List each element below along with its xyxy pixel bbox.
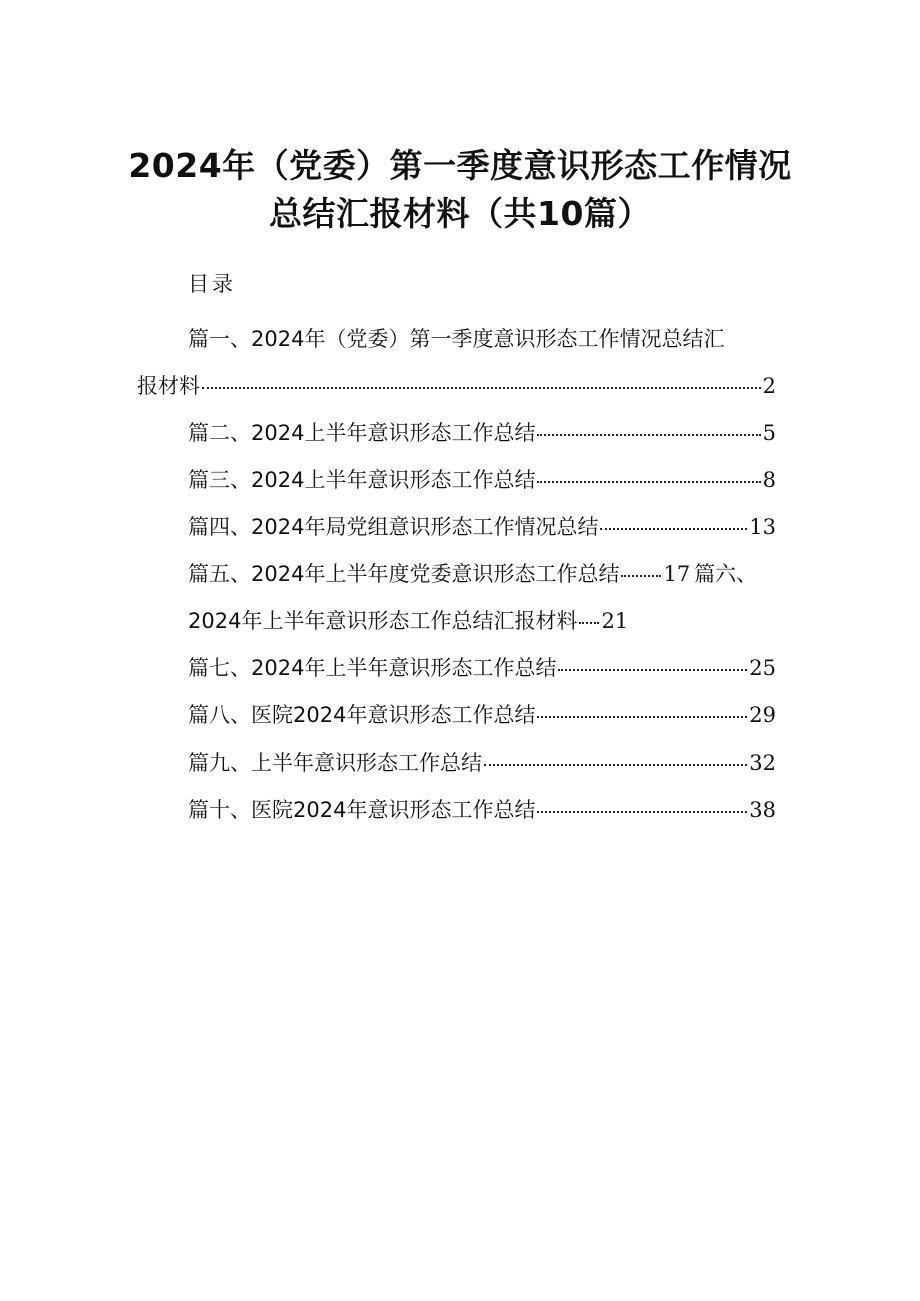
toc-entry-8[interactable] <box>188 700 776 730</box>
toc-page-number: 32 <box>749 751 776 775</box>
toc-entry-6[interactable] <box>188 606 788 636</box>
toc-entry-1-line-1[interactable] <box>188 324 776 354</box>
toc-entry-9[interactable] <box>188 748 776 778</box>
toc-entry-text: 报材料 <box>137 374 200 398</box>
leader-dots <box>621 575 661 577</box>
toc-entry-text: 篇一、2024年（党委）第一季度意识形态工作情况总结汇 <box>188 327 725 351</box>
leader-dots <box>600 528 747 530</box>
toc-entry-1-line-2[interactable] <box>137 371 776 401</box>
toc-entry-3[interactable] <box>188 465 776 495</box>
document-title-line-1: 2024年（党委）第一季度意识形态工作情况 <box>128 146 792 185</box>
toc-page-number: 17 <box>663 562 691 586</box>
toc-page-number: 29 <box>749 703 776 727</box>
toc-entry-text: 篇十、医院2024年意识形态工作总结 <box>188 798 536 822</box>
toc-entry-5[interactable] <box>188 559 788 589</box>
toc-entry-10[interactable] <box>188 795 776 825</box>
leader-dots <box>537 716 747 718</box>
toc-entry-2[interactable] <box>188 418 776 448</box>
toc-entry-text: 2024年上半年意识形态工作总结汇报材料 <box>188 609 578 633</box>
toc-page-number: 21 <box>601 609 629 633</box>
leader-dots <box>537 481 760 483</box>
toc-entry-text: 篇四、2024年局党组意识形态工作情况总结 <box>188 515 599 539</box>
toc-page-number: 25 <box>749 656 776 680</box>
leader-dots <box>558 669 747 671</box>
leader-dots <box>484 764 747 766</box>
toc-entry-6-prefix: 篇六、 <box>694 562 758 586</box>
toc-page-number: 2 <box>762 374 776 398</box>
toc-entry-text: 篇七、2024年上半年意识形态工作总结 <box>188 656 557 680</box>
toc-entry-4[interactable] <box>188 512 776 542</box>
document-title-line-2: 总结汇报材料（共10篇） <box>269 194 651 233</box>
leader-dots <box>202 387 761 389</box>
toc-entry-7[interactable] <box>188 653 776 683</box>
toc-page-number: 13 <box>749 515 776 539</box>
toc-entry-text: 篇二、2024上半年意识形态工作总结 <box>188 421 536 445</box>
toc-heading: 目录 <box>188 272 236 296</box>
toc-entry-text: 篇九、上半年意识形态工作总结 <box>188 751 482 775</box>
toc-entry-text: 篇八、医院2024年意识形态工作总结 <box>188 703 536 727</box>
toc-entry-text: 篇三、2024上半年意识形态工作总结 <box>188 468 536 492</box>
leader-dots <box>537 434 760 436</box>
leader-dots <box>537 811 747 813</box>
toc-page-number: 8 <box>762 468 776 492</box>
toc-page-number: 38 <box>749 798 776 822</box>
toc-entry-text: 篇五、2024年上半年度党委意识形态工作总结 <box>188 562 620 586</box>
leader-dots <box>579 622 599 624</box>
toc-page-number: 5 <box>762 421 776 445</box>
